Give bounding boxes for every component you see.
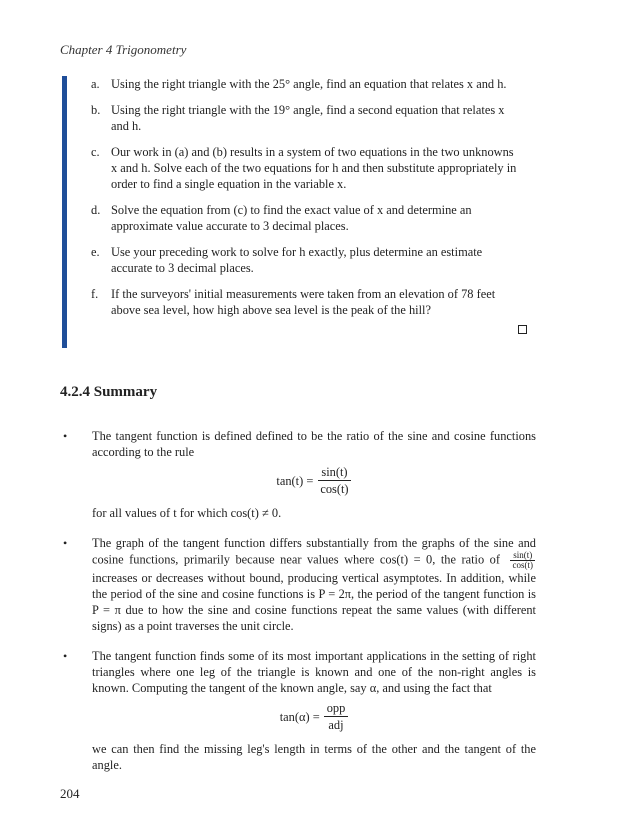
fraction-denominator: cos(t) — [320, 482, 349, 496]
item-marker: a. — [91, 77, 100, 91]
section-title: 4.2.4 Summary — [60, 384, 158, 400]
activity-item-c — [91, 144, 521, 192]
fraction-denominator: adj — [328, 718, 344, 732]
bullet-dot-icon: • — [63, 429, 68, 443]
activity-item-d — [91, 202, 521, 234]
fraction-numerator: opp — [324, 700, 349, 717]
item-marker: f. — [91, 287, 99, 301]
fraction-numerator: sin(t) — [510, 551, 535, 561]
tangent-ratio-equation — [92, 700, 536, 733]
activity-list — [67, 76, 537, 318]
summary-list — [60, 428, 536, 787]
equation-fraction — [317, 464, 351, 497]
bullet-text: increases or decreases without bound, producing vertical asymptotes. In addition, while the period of the sine and cosine functions is P = 2π, the period of the tangent function is P = π due to how the sine and cosine functions repeat the same values (with different signs) as a point traverses the unit circle. — [92, 571, 536, 633]
activity-box — [62, 76, 537, 348]
item-text: Use your preceding work to solve for h exactly, plus determine an estimate accurate to 3 decimal places. — [111, 245, 483, 275]
tangent-definition-equation — [92, 464, 536, 497]
bullet-text: we can then find the missing leg's length in terms of the other and the tangent of the angle. — [92, 742, 536, 772]
activity-item-b — [91, 102, 521, 134]
item-marker: b. — [91, 103, 101, 117]
bullet-text: The tangent function is defined defined to be the ratio of the sine and cosine functions according to the rule — [92, 429, 536, 459]
item-text: Using the right triangle with the 25° angle, find an equation that relates x and h. — [111, 77, 507, 91]
inline-fraction — [510, 551, 537, 570]
equation-fraction — [324, 700, 349, 733]
item-text: Our work in (a) and (b) results in a system of two equations in the two unknowns x and h. Solve each of the two equations for h and then substitute appropriately in order to find a single equation in the variable x. — [111, 145, 517, 191]
activity-item-f — [91, 286, 521, 318]
item-text: If the surveyors' initial measurements were taken from an elevation of 78 feet above sea level, how high above sea level is the peak of the hill? — [111, 287, 496, 317]
summary-bullet-3 — [60, 648, 536, 773]
item-marker: d. — [91, 203, 101, 217]
bullet-text: The graph of the tangent function differs substantially from the graphs of the sine and cosine functions, primarily because near values where cos(t) = 0, the ratio of — [92, 536, 536, 567]
page-number: 204 — [60, 786, 80, 801]
item-marker: c. — [91, 145, 100, 159]
item-text: Solve the equation from (c) to find the exact value of x and determine an approximate value accurate to 3 decimal places. — [111, 203, 472, 233]
equation-lhs: tan(α) = — [279, 709, 320, 724]
bullet-text: The tangent function finds some of its most important applications in the setting of right triangles where one leg of the triangle is known and one of the non-right angles is known. Computing the tangent of the known angle, say α, and using the fact that — [92, 649, 536, 695]
fraction-numerator: sin(t) — [318, 464, 350, 481]
bullet-text: for all values of t for which cos(t) ≠ 0. — [92, 506, 282, 520]
item-text: Using the right triangle with the 19° angle, find a second equation that relates x and h. — [111, 103, 505, 133]
item-marker: e. — [91, 245, 100, 259]
summary-bullet-1 — [60, 428, 536, 521]
qed-square-icon — [518, 325, 527, 334]
activity-item-a — [91, 76, 521, 92]
bullet-dot-icon: • — [63, 649, 68, 663]
activity-item-e — [91, 244, 521, 276]
equation-lhs: tan(t) = — [276, 473, 314, 488]
fraction-denominator: cos(t) — [512, 560, 533, 570]
running-head: Chapter 4 Trigonometry — [60, 42, 187, 57]
summary-bullet-2 — [60, 535, 536, 634]
bullet-dot-icon: • — [63, 536, 68, 550]
